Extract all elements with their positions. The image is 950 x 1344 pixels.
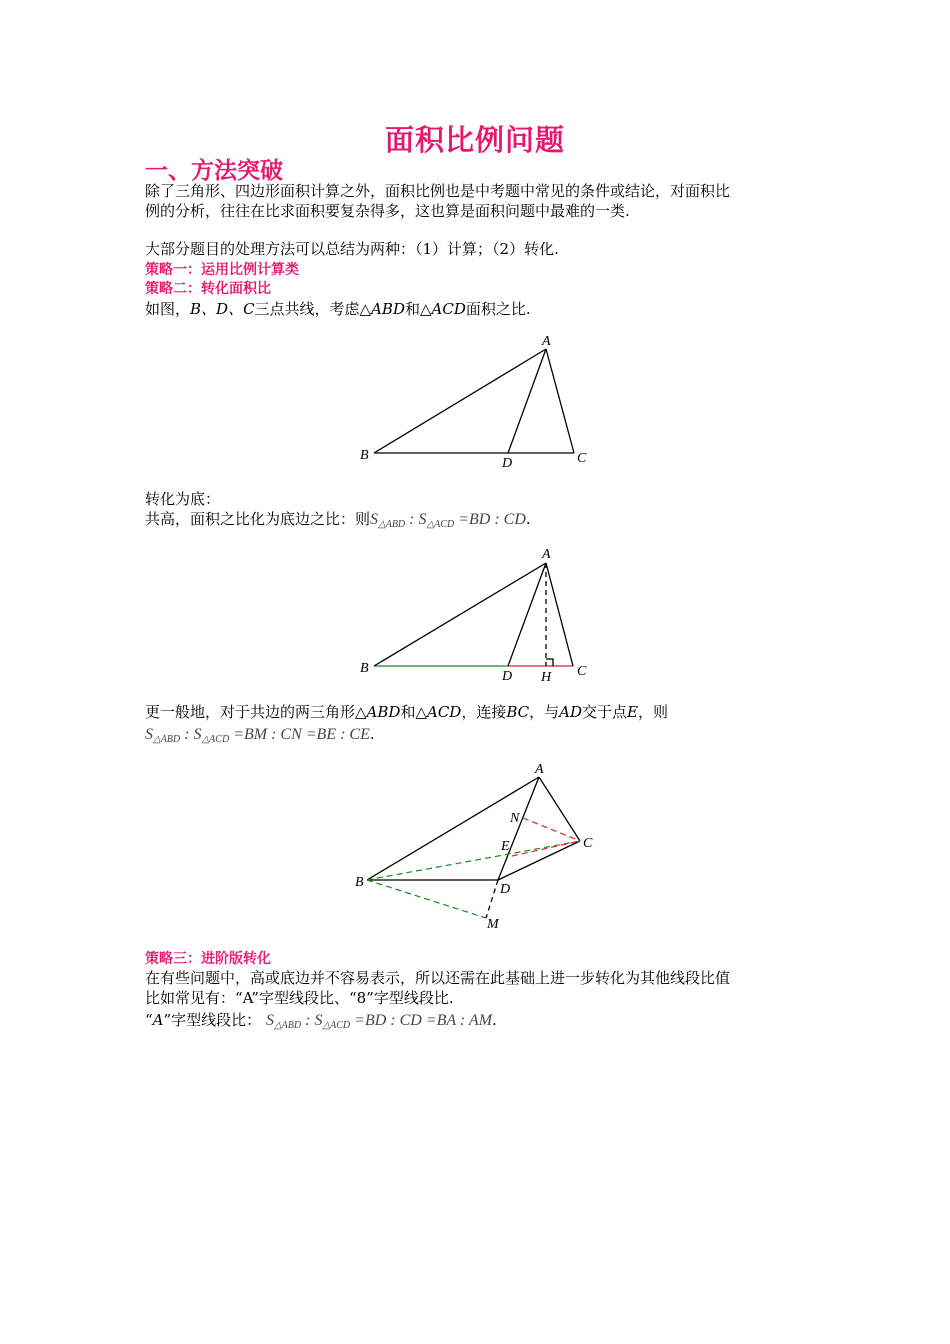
advanced-line-1: 在有些问题中，高或底边并不容易表示，所以还需在此基础上进一步转化为其他线段比值 bbox=[145, 969, 731, 987]
intro-line-1: 除了三角形、四边形面积计算之外，面积比例也是中考题中常见的条件或结论，对面积比 bbox=[145, 182, 731, 200]
fig3-label-E: E bbox=[501, 839, 510, 854]
segment-AC bbox=[539, 777, 580, 841]
segment-AB bbox=[367, 777, 539, 880]
figure-1-intro: 如图，B、D、C三点共线，考虑△ABD和△ACD面积之比. bbox=[145, 300, 531, 318]
general-line-1: 更一般地，对于共边的两三角形△ABD和△ACD，连接BC，与AD交于点E，则 bbox=[145, 703, 668, 721]
fig3-label-B: B bbox=[355, 875, 364, 890]
a-shape-ratio-line: “A”字型线段比： $S_{\triangle ABD}$ : $S_{\triangle ACD} =BD$ : CD =BA : AM. bbox=[145, 1011, 497, 1031]
segment-EC-red bbox=[512, 841, 580, 856]
general-ratio-formula: $S_{\triangle ABD}$ : $S_{\triangle ACD} =BM$ : CN =BE : CE bbox=[145, 726, 370, 745]
base-ratio-line: 共高，面积之比化为底边之比：则$S_{\triangle ABD}$ : $S_{\triangle ACD} =BD$ : CD. bbox=[145, 510, 531, 530]
section-heading-methods: 一、方法突破 bbox=[145, 158, 283, 184]
page-title: 面积比例问题 bbox=[384, 123, 565, 157]
fig3-label-N: N bbox=[510, 811, 520, 826]
base-ratio-formula: $S_{\triangle ABD}$ : $S_{\triangle ACD} =BD$ : CD bbox=[370, 511, 526, 530]
strategy-1-heading: 策略一：运用比例计算类 bbox=[145, 262, 299, 278]
height-BM-green bbox=[367, 880, 486, 918]
fig3-label-C: C bbox=[583, 836, 593, 851]
segment-AD bbox=[498, 777, 539, 880]
fig2-label-A: A bbox=[542, 547, 551, 562]
methods-summary: 大部分题目的处理方法可以总结为两种：（1）计算；（2）转化. bbox=[145, 240, 559, 258]
general-ratio-line: $S_{\triangle ABD}$ : $S_{\triangle ACD} =BM$ : CN =BE : CE. bbox=[145, 725, 375, 745]
strategy-2-heading: 策略二：转化面积比 bbox=[145, 281, 271, 297]
base-heading: 转化为底： bbox=[145, 490, 221, 508]
advanced-line-2: 比如常见有：“A”字型线段比、“8”字型线段比. bbox=[145, 989, 454, 1007]
fig1-label-C: C bbox=[577, 451, 587, 466]
fig3-label-M: M bbox=[487, 917, 499, 932]
fig1-label-B: B bbox=[360, 448, 369, 463]
fig2-label-H: H bbox=[541, 670, 552, 685]
a-shape-ratio-formula: $S_{\triangle ABD}$ : $S_{\triangle ACD} =BD$ : CD =BA : AM bbox=[265, 1012, 493, 1031]
fig1-label-D: D bbox=[502, 456, 513, 471]
fig2-label-B: B bbox=[360, 661, 369, 676]
extension-DM bbox=[486, 880, 498, 918]
intro-line-2: 例的分析，往往在比求面积要复杂得多，这也算是面积问题中最难的一类. bbox=[145, 202, 630, 220]
fig3-label-A: A bbox=[535, 762, 544, 777]
segment-DC bbox=[498, 841, 580, 880]
height-CN-red bbox=[523, 818, 580, 841]
fig3-label-D: D bbox=[500, 882, 511, 897]
fig2-label-D: D bbox=[502, 669, 513, 684]
fig2-label-C: C bbox=[577, 664, 587, 679]
strategy-3-heading: 策略三：进阶版转化 bbox=[145, 951, 271, 967]
fig1-label-A: A bbox=[542, 334, 551, 349]
